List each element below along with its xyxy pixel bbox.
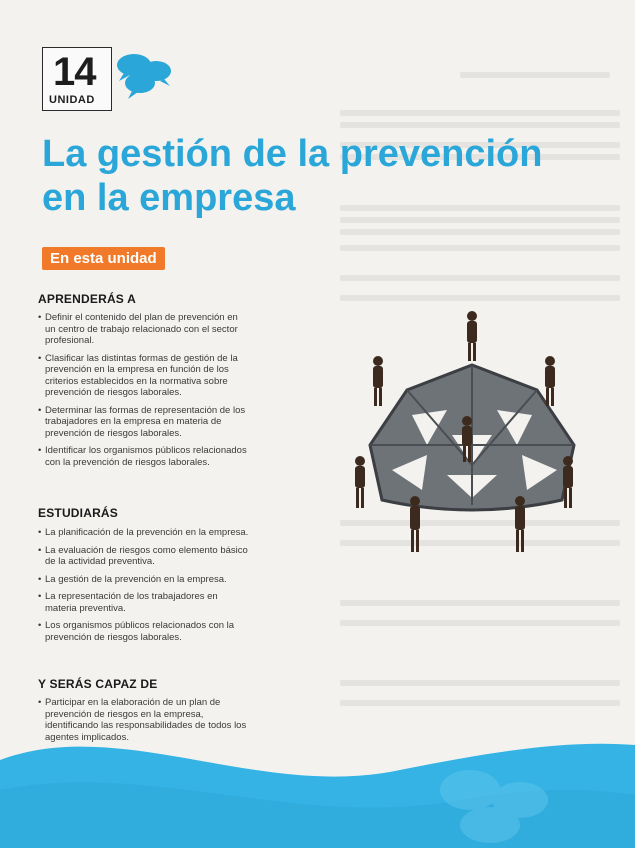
unit-tag: En esta unidad [42,247,165,270]
unit-number: 14 [53,50,96,94]
title-line-2: en la empresa [42,177,296,219]
list-item: • La evaluación de riesgos como elemento básico de la actividad preventiva. [38,545,250,568]
list-item: • Definir el contenido del plan de prevención en un centro de trabajo relacionado con el sector profesional. [38,312,250,347]
list-item: • Clasificar las distintas formas de gestión de la prevención en la empresa en función de los criterios establecidos en la normativa sobre prevención de riesgos laborales. [38,353,250,399]
section-heading-able: Y SERÁS CAPAZ DE [38,677,158,691]
list-item: • La representación de los trabajadores en materia preventiva. [38,591,250,614]
list-item: • Identificar los organismos públicos relacionados con la prevención de riesgos laborales. [38,445,250,468]
unit-label: UNIDAD [49,94,95,106]
title-line-1: La gestión de la prevención [42,133,543,175]
list-item: • Los organismos públicos relacionados con la prevención de riesgos laborales. [38,620,250,643]
list-item: • Participar en la elaboración de un plan de prevención de riesgos en la empresa, identificando las responsabilidades de todos los agentes implicados. [38,697,250,743]
list-item: • Determinar las formas de representación de los trabajadores en la empresa en materia de prevención de riesgos laborales. [38,405,250,440]
section-heading-study: ESTUDIARÁS [38,506,119,520]
list-item: • La gestión de la prevención en la empresa. [38,574,250,586]
list-item: • La planificación de la prevención en la empresa. [38,527,250,539]
section-heading-learn: APRENDERÁS A [38,292,136,306]
